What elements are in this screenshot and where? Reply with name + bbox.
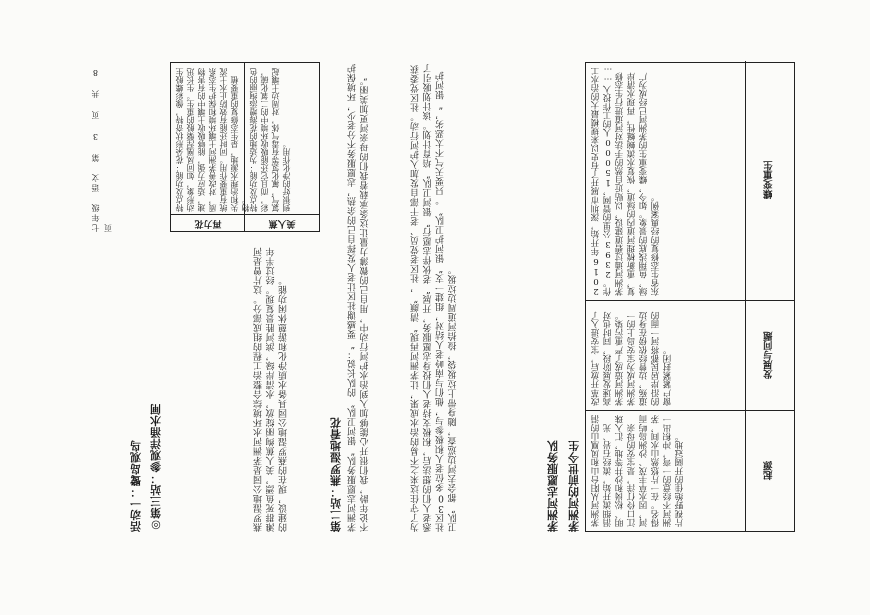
history-row-text: 茅洲河从阳台山和凤凰山的涓涓细流开始，流经石岩、光明、松岗和沙井等地，汇入珠江口伶仃洋，是宝安的母亲河，因水草丰茂、沙洲岛屿而得名。在一片悠然山水间，茅洲河不经意的一弯，冲积出一片视野绝佳的开阔冠地。: [591, 415, 685, 527]
rotated-sheet: [91, 62, 795, 532]
plant-text: 特点及功能：为适地的花海增添绚丽的色彩，而且它还能吸收环境中的二氧化硫，氯气，氟化氢等有毒气体，对周边土壤起到很好的净化作用。: [249, 68, 291, 212]
history-row-text: 改革开放后，宝安进入了高速发展阶段，同时也对茅洲河造成了严重污染。茅洲河成为宝安岛上的一道殇，边曾经依傍在身边的沿岸居民都将河一面的窗户紧紧封闭。: [591, 311, 673, 406]
history-row-label: 发展与问题: [745, 301, 794, 410]
station2-text: 燕罗湿地公园是茅洲河水环境综合整治工程的组成部分。这片曾是河滩群死鱼漂，美人蕉绚丽绽放，水清岸绿，滨河胜景复现。经过半年的建设，现在的燕罗湿地公园具备水质净化和游憩休闲功能。: [254, 247, 289, 532]
plants-table-col: [244, 63, 319, 231]
volunteer-paragraph: 为了守住这来之不易的治水成果，让茅洲河再现“清颜”，社区老党员、老干部自发加入护河行动。社区党委获悉老人们的想法后，积极支持老人们投身志愿服务，开展“老伙伴志愿行”银河卫队”培育计划。该计划吸引了社区30多位老人积极参与，他们与南岭老人结对，组建一支“银河护卫队”。只要天气不太恶劣，“银河护卫队”都会去河边巡查，随身带上垃圾袋，捡拾河道周边垃圾。: [411, 63, 459, 532]
plants-table: [170, 62, 320, 232]
history-row-development: [586, 301, 794, 411]
history-row-text: 2016年开始，深圳市展开了有史以来规模最大的治水工作。2393公里的管网，15000人的工作投入……茅洲河通过碧道建设，以贴近自然的手法对河道进行生态修复，重新梳理河道内的绿道，恢复水流蜿蜒性，再现水清岸绿，鱼翔浅底的景象。如今，蝶变重生的茅洲河已经成为广东省生态修复的经典案例。: [591, 65, 661, 296]
station3-title: ◎第三站：参观洋涌水闸: [149, 403, 163, 532]
main-title: 茅洲河的前世今生: [567, 440, 581, 532]
station2-title: 第二站：燕罗湿地看花: [329, 417, 343, 532]
volunteer-title: 茅洲河志愿服务队: [546, 440, 560, 532]
history-row-origin: [586, 411, 794, 531]
plants-table-col: [171, 63, 250, 231]
history-row-label: 蝶变重生: [745, 61, 794, 300]
volunteer-paragraph: 茅洲河志愿服务队“银河卫队”的队长说：“要感谢社区让老人发挥自己的余热，志愿服务不分老少，环境保护不论年龄，我们很开心能够加入到治水护河行动中，用自己的微薄力量让这条承载着我们的母亲河更加美丽。”: [348, 63, 371, 532]
station3-activity: 活动一：鹭岛观鸟: [129, 440, 143, 532]
history-table: [585, 62, 795, 532]
plant-text: 特点及功能：花朵形状奇特，像彩蝶般生动形象，如同凤凰涅槃般的重生。生长迅速，适应力强，能够吸收土壤中的有害物质，对改善茅洲河土壤环境和保护生态系统有重要作用。同时还能有效防止水土流失和治理水源地，是生态修复的重要植物。: [175, 68, 250, 212]
plant-name: 再力花: [171, 214, 245, 231]
history-row-label: 起源: [745, 411, 794, 531]
plant-name: 美人蕉: [245, 214, 319, 231]
page-footer: 七年级 语文 第 3 页 共 8 页: [91, 66, 113, 232]
history-row-rebirth: [586, 61, 794, 301]
